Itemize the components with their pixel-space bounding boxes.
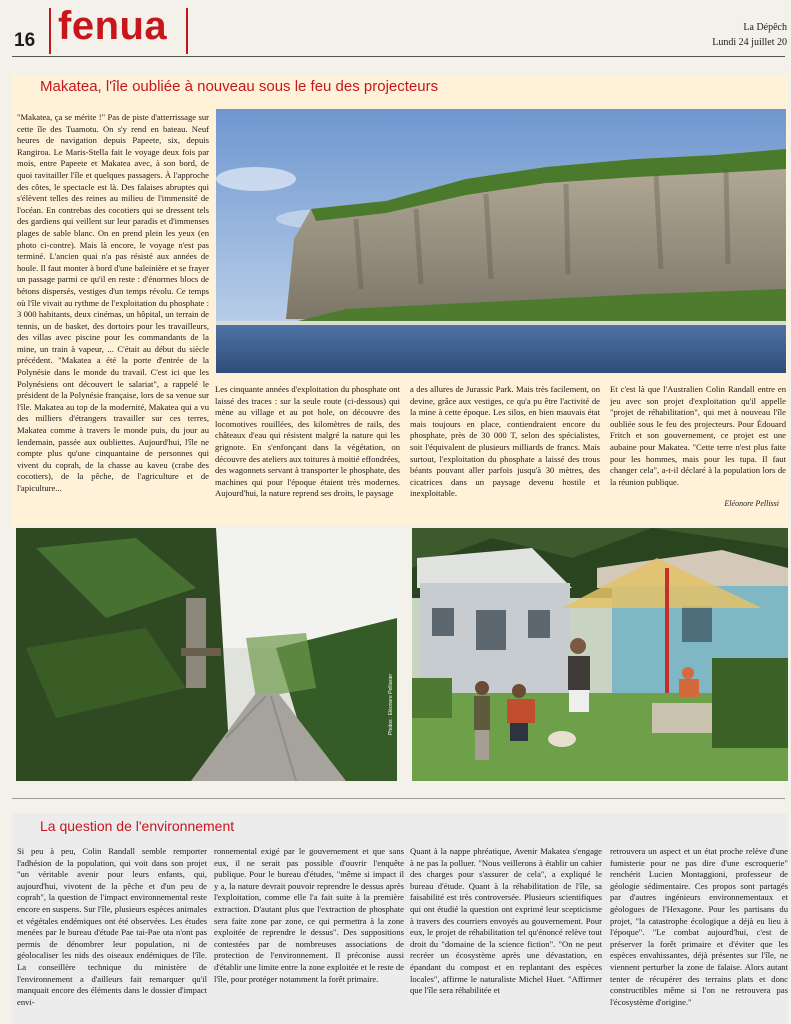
cliff-photo (216, 109, 786, 373)
road-photo (16, 528, 397, 781)
article-column-1: "Makatea, ça se mérite !" Pas de piste d'atterrissage sur cette île des Tuamotu. On s'y rend en bateau. Neuf heures de navigation depuis Papeete, six, depuis Rangiroa. Le Maris-Stella fait le voyage deux fois par mois, entre Papeete et Makatea avec, à son bord, de quoi ravitailler l'île et quelques passagers. À l'approche des côtes, le spectacle est là. Des falaises abruptes qui s'élèvent telles des reines au milieu de l'immensité de l'océan. En contrebas des cocotiers qui se dressent tels des gardiens qui veillent sur leur paradis et d'immenses plages de sable blanc. On en prend plein les yeux (en photo ci-contre). Mais là encore, le voyage n'est pas terminé. L'ancien quai n'a pas résisté aux années de houle. Il faut monter à bord d'une baleinière et se frayer un passage parmi ce qu'il en reste : d'énormes blocs de bétons dispersés, vestiges d'un temps révolu. Ce temps où l'île vivait au rythme de l'exploitation du phosphate : 3 000 habitants, deux cinémas, un hôpital, un terrain de tennis, un de basket, des dortoirs pour les travailleurs, des villas avec piscine pour les commandants de la mine, un train à vapeur, ... C'était au début du siècle précédent. "Makatea a été la porte d'entrée de la Polynésie dans le monde du travail. C'est ici que les Polynésiens ont découvert le salariat", a rappelé le président de la Polynésie française, lors de sa venue sur l'île. Makatea au top de la modernité, Makatea qui a vu des milliers d'étrangers travailler sur ces terres, Makatea comme à travers le monde puis, du jour au lendemain, passée aux oubliettes. Aujourd'hui, l'île ne compte plus qu'une cinquantaine de personnes qui vivent du coprah, de la chasse au kaveu (crabe des cocotiers), de la pêche, de l'agriculture et de l'apiculture... (17, 112, 209, 493)
sidebar-column-2: ronnemental exigé par le gouvernement et que sans eux, il ne serait pas possible d'ouvrir l'enquête publique. Pour le bureau d'études, "même si impact il y a, la nature devrait pouvoir reprendre le dessus après l'exploitation, comme elle l'a fait suite à la première extraction. D'autant plus que l'extraction de phosphate sera faite zone par zone, ce qui permettra à la zone exploitée de reprendre le dessus". Des suppositions contestées par de nombreuses associations de protection de l'environnement. Il préconise aussi d'établir une limite entre la zone exploitée et le reste de l'île, pour protéger notamment la forêt primaire. (214, 846, 404, 984)
article-column-2: Les cinquante années d'exploitation du phosphate ont laissé des traces : sur la seule route (ci-dessous) qui mène au village et au pot hole, on découvre des locomotives rouillées, des kilomètres de rails, des châteaux d'eau qui résistent malgré la nature qui les grignote. En s'enfonçant dans la végétation, on découvre des ateliers aux toitures à moitié effondrées, des wagonnets servant à transporter le phosphate, des machines qui pour l'époque étaient très modernes. Aujourd'hui, la nature reprend ses droits, le paysage (215, 384, 400, 499)
header-rule (12, 56, 785, 57)
sidebar-headline: La question de l'environnement (40, 818, 235, 834)
header-divider-left (49, 8, 51, 54)
photo-credit: Photos : Eléonore Pellissier (388, 673, 394, 735)
article-headline: Makatea, l'île oubliée à nouveau sous le feu des projecteurs (40, 78, 439, 95)
sidebar-column-3: Quant à la nappe phréatique, Avenir Makatea s'engage à ne pas la polluer. "Nous veillerons à établir un cahier des charges pour s'assurer de cela", a expliqué le bureau d'étude. Quant à la réhabilitation de l'île, sa faisabilité est très controversée. Plusieurs scientifiques qui ont étudié la question ont exprimé leur scepticisme à travers des courriers envoyés au gouvernement. Pour eux, le projet de réhabilitation tel qu'énoncé relève tout droit du "domaine de la science fiction". "On ne peut recréer un écosystème après une dévastation, en épandant du compost et en replantant des espèces locales", affirme le naturaliste Michel Huet. "Affirmer que l'île sera réhabilitée et (410, 846, 602, 996)
section-rule (12, 798, 785, 799)
newspaper-name: La Dépêch (743, 22, 787, 33)
article-column-4: Et c'est là que l'Australien Colin Randall entre en jeu avec son projet d'exploitation qu'il appelle "projet de réhabilitation", qui met à nouveau l'île oubliée sous le feu des projecteurs. Pour Édouard Fritch et son gouvernement, ce projet est une aubaine pour Makatea. "Cette terre n'est plus faite pour les hommes, mais pour les tupa. Il faut changer cela", a-t-il déclaré à la population lors de la réunion publique. (610, 384, 786, 487)
page-number: 16 (14, 30, 36, 51)
village-photo (412, 528, 788, 781)
sidebar-column-1: Si peu à peu, Colin Randall semble remporter l'adhésion de la population, qui voit dans son projet "un véritable avenir pour leurs enfants, qui, aujourd'hui, vivotent de la pêche et d'un peu de coprah", la question de l'impact environnemental reste encore en suspens. Sur l'île, plusieurs espèces animales et végétales endémiques ont été observées. Les études menées par le bureau d'étude Pae tai-Pae uta n'ont pas permis de dénombrer leur population, ni de géolocaliser les nids des oiseaux endémiques de l'île. La conseillère technique du ministère de l'environnement a d'ailleurs fait remarquer qu'il manquait encore des éléments dans le dossier d'impact envi- (17, 846, 207, 1007)
sidebar-column-4: retrouvera un aspect et un état proche relève d'une fumisterie pour ne pas dire d'une escroquerie" renchérit Lucien Montaggioni, professeur de géologie sédimentaire. Ces propos sont partagés par d'autres ingénieurs environnementaux et géologues de l'Hexagone. Pour les partisans du projet, "la catastrophe écologique a déjà eu lieu à l'époque". "Le combat aujourd'hui, c'est de préserver la forêt primaire et d'éviter que les espèces envahissantes, déjà présentes sur l'île, ne viennent perturber la zone de falaise. Alors autant tenter de récupérer des terrains plats et donc constructibles même si l'on ne retrouvera pas l'écosystème d'origine." (610, 846, 788, 1007)
section-title: fenua (58, 4, 168, 48)
header-divider-right (186, 8, 188, 54)
author-signature: Eléonore Pellissi (724, 499, 779, 508)
article-column-3: a des allures de Jurassic Park. Mais très facilement, on devine, grâce aux vestiges, ce qu'a pu être l'activité de la mine à cette époque. Les silos, en bien mauvais état mais toujours en place, contiendraient encore du phosphate, près de 30 000 T, selon des spécialistes, soit l'équivalent de plusieurs milliards de francs. Mais surtout, l'exploitation du phosphate a laissé des trous béants pouvant aller parfois jusqu'à 30 mètres, des cicatrices dans un paysage devenu hostile et inexploitable. (410, 384, 600, 499)
issue-date: Lundi 24 juillet 20 (712, 37, 787, 48)
